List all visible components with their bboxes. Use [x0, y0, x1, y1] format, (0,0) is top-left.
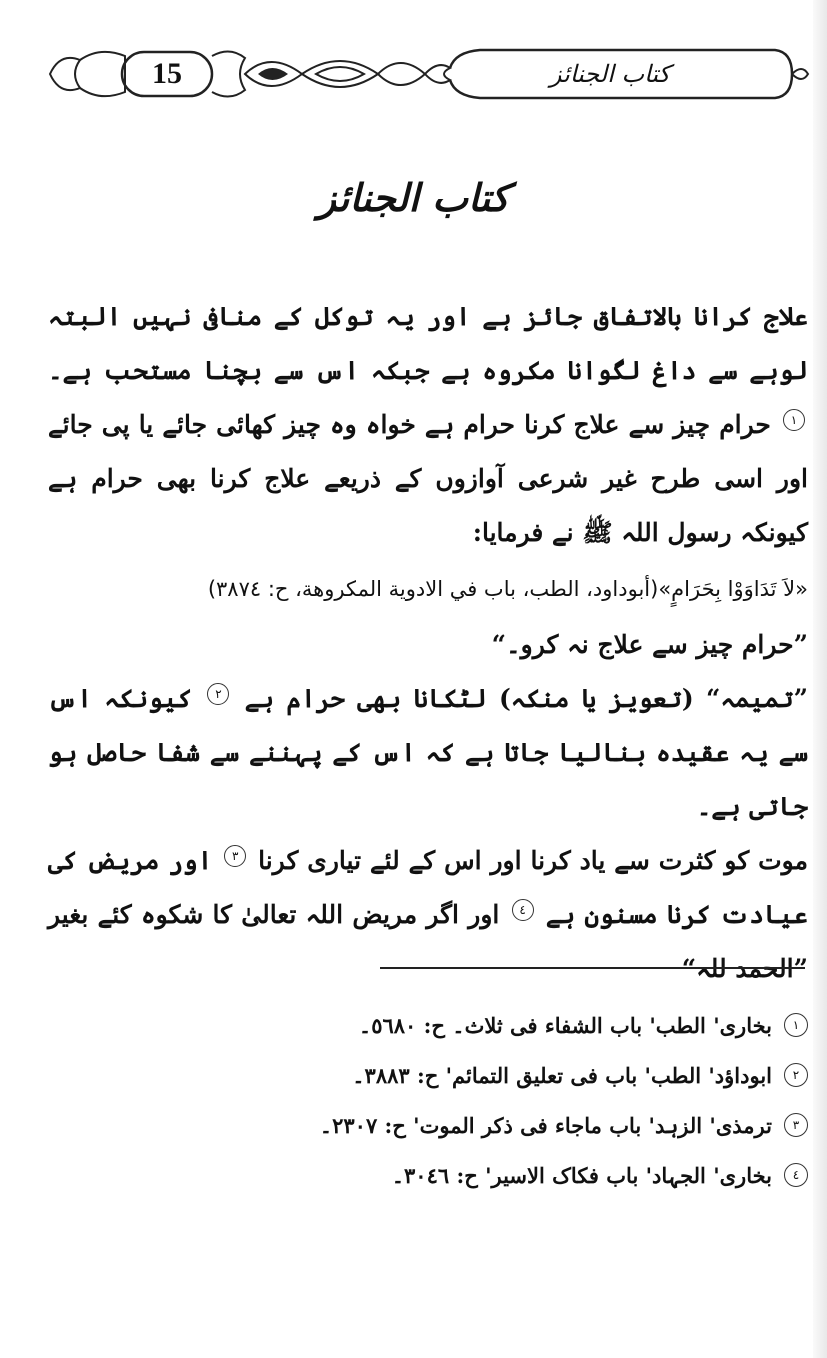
- running-title: کتاب الجنائز: [549, 60, 671, 88]
- paragraph-2-text: ”تمیمہ“ (تعویز یا منکہ) لٹکانا بھی حرام ہے: [244, 684, 808, 713]
- footnote-item: [90, 1000, 808, 1050]
- paragraph-1: [48, 290, 808, 560]
- paragraph-3-end: اور اگر مریض اللہ تعالیٰ کا شکوہ کئے بغیر ”الحمد للہ“: [48, 900, 808, 983]
- page-header: [40, 38, 810, 110]
- paragraph-3-middle: اور مریض کی عیادت کرنا مسنون ہے: [48, 846, 808, 929]
- footnote-text: ابوداؤد' الطب' باب فی تعلیق التمائم' ح: ٣٨٨٣۔: [352, 1062, 772, 1088]
- paragraph-1-text: علاج کرانا بالاتفاق جائز ہے اور یہ توکل کے منافی نہیں البتہ لوہے سے داغ لگوانا مکروہ ہے جبکہ اس سے بچنا مستحب ہے۔: [48, 302, 808, 385]
- footnote-text: بخاری' الطب' باب الشفاء فی ثلاث۔ ح: ٥٦٨٠۔: [358, 1012, 772, 1038]
- footnote-ref-4: ٤: [512, 899, 534, 921]
- footnote-number: ٢: [784, 1063, 808, 1087]
- paragraph-3-text: موت کو کثرت سے یاد کرنا اور اس کے لئے تیاری کرنا: [258, 846, 808, 875]
- footnotes: [90, 1000, 808, 1200]
- footnote-item: [90, 1100, 808, 1150]
- footnote-text: بخاری' الجہاد' باب فکاک الاسیر' ح: ٣٠٤٦۔: [391, 1162, 772, 1188]
- hadith-quote: «لاَ تَدَاوَوْا بِحَرَامٍ»(أبوداود، الطب، باب في الادوية المكروهة، ح: ٣٨٧٤): [207, 577, 808, 601]
- footnote-number: ١: [784, 1013, 808, 1037]
- main-text: [48, 290, 808, 996]
- footnote-ref-1: ١: [783, 409, 805, 431]
- paragraph-2: [48, 672, 808, 834]
- hadith-translation: ”حرام چیز سے علاج نہ کرو۔“: [491, 630, 808, 659]
- footnote-text: ترمذی' الزہد' باب ماجاء فی ذکر الموت' ح: ٢٣٠٧۔: [319, 1112, 772, 1138]
- paragraph-2-continuation: کیونکہ اس سے یہ عقیدہ بنالیا جاتا ہے کہ اس کے پہننے سے شفا حاصل ہو جاتی ہے۔: [48, 684, 808, 821]
- footnote-divider: [380, 967, 805, 969]
- chapter-title: کتاب الجنائز: [317, 175, 510, 220]
- footnote-item: [90, 1150, 808, 1200]
- paragraph-3: [48, 834, 808, 996]
- footnote-number: ٤: [784, 1163, 808, 1187]
- paragraph-1-continuation: حرام چیز سے علاج کرنا حرام ہے خواہ وہ چیز کھائی جائے یا پی جائے اور اسی طرح غیر شرعی آوازوں کے ذریعے علاج کرنا بھی حرام ہے کیونکہ رسول اللہ ﷺ نے فرمایا:: [48, 410, 808, 547]
- footnote-ref-2: ٢: [207, 683, 229, 705]
- page-number: 15: [152, 57, 182, 90]
- footnote-number: ٣: [784, 1113, 808, 1137]
- footnote-ref-3: ٣: [224, 845, 246, 867]
- footnote-item: [90, 1050, 808, 1100]
